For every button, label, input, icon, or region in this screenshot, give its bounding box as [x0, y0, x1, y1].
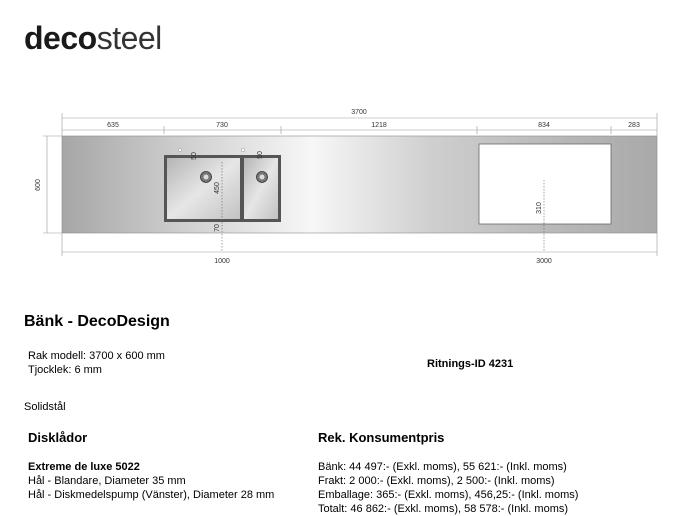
- sink-name: Extreme de luxe 5022: [28, 461, 140, 473]
- drain-right-inner: [260, 175, 265, 180]
- price-heading: Rek. Konsumentpris: [318, 430, 445, 445]
- double-sink: [164, 151, 281, 252]
- total-dimension: [62, 109, 657, 136]
- segment-dimensions: [62, 122, 657, 134]
- dim-bottom-right: 3000: [536, 258, 552, 265]
- mixer-hole: [241, 148, 245, 152]
- sink-bowl-left: [167, 158, 240, 219]
- cutout: [479, 144, 611, 252]
- price-line-counter: Bänk: 44 497:- (Exkl. moms), 55 621:- (Inkl. moms): [318, 461, 567, 473]
- dim-segment-3: 1218: [371, 122, 387, 129]
- brand-bold: deco: [24, 20, 97, 56]
- product-model: Rak modell: 3700 x 600 mm: [28, 350, 165, 362]
- price-line-freight: Frakt: 2 000:- (Exkl. moms), 2 500:- (Inkl. moms): [318, 475, 555, 487]
- price-line-total: Totalt: 46 862:- (Exkl. moms), 58 578:- (Inkl. moms): [318, 503, 569, 515]
- sinks-heading: Disklådor: [28, 430, 88, 445]
- material: Solidstål: [24, 401, 66, 413]
- price-line-packaging: Emballage: 365:- (Exkl. moms), 456,25:- (Inkl. moms): [318, 489, 579, 501]
- pump-hole: [178, 148, 181, 151]
- sink-hole-2: Hål - Diskmedelspump (Vänster), Diameter 28 mm: [28, 489, 275, 501]
- drawing-id: Ritnings-ID 4231: [427, 358, 514, 370]
- sink-hole-1: Hål - Blandare, Diameter 35 mm: [28, 475, 186, 487]
- brand-light: steel: [96, 20, 162, 56]
- dim-segment-5: 283: [628, 122, 640, 129]
- product-thickness: Tjocklek: 6 mm: [28, 364, 102, 376]
- dim-sink-bottom: 70: [214, 224, 221, 232]
- dim-sink-top-left: 50: [191, 152, 198, 160]
- cutout-rect: [479, 144, 611, 224]
- dim-total: 3700: [351, 109, 367, 116]
- bottom-dimension: [62, 233, 657, 265]
- dim-sink-height: 450: [214, 182, 221, 194]
- dim-segment-2: 730: [216, 122, 228, 129]
- drain-left-inner: [204, 175, 209, 180]
- dim-segment-4: 834: [538, 122, 550, 129]
- dim-bottom-left: 1000: [214, 258, 230, 265]
- dim-sink-top-right: 50: [257, 151, 264, 159]
- depth-dimension: [35, 136, 62, 233]
- dim-depth: 600: [35, 179, 42, 191]
- product-title: Bänk - DecoDesign: [24, 313, 170, 330]
- dim-cutout-height: 310: [536, 202, 543, 214]
- sink-bowl-right: [244, 158, 278, 219]
- dim-segment-1: 635: [107, 122, 119, 129]
